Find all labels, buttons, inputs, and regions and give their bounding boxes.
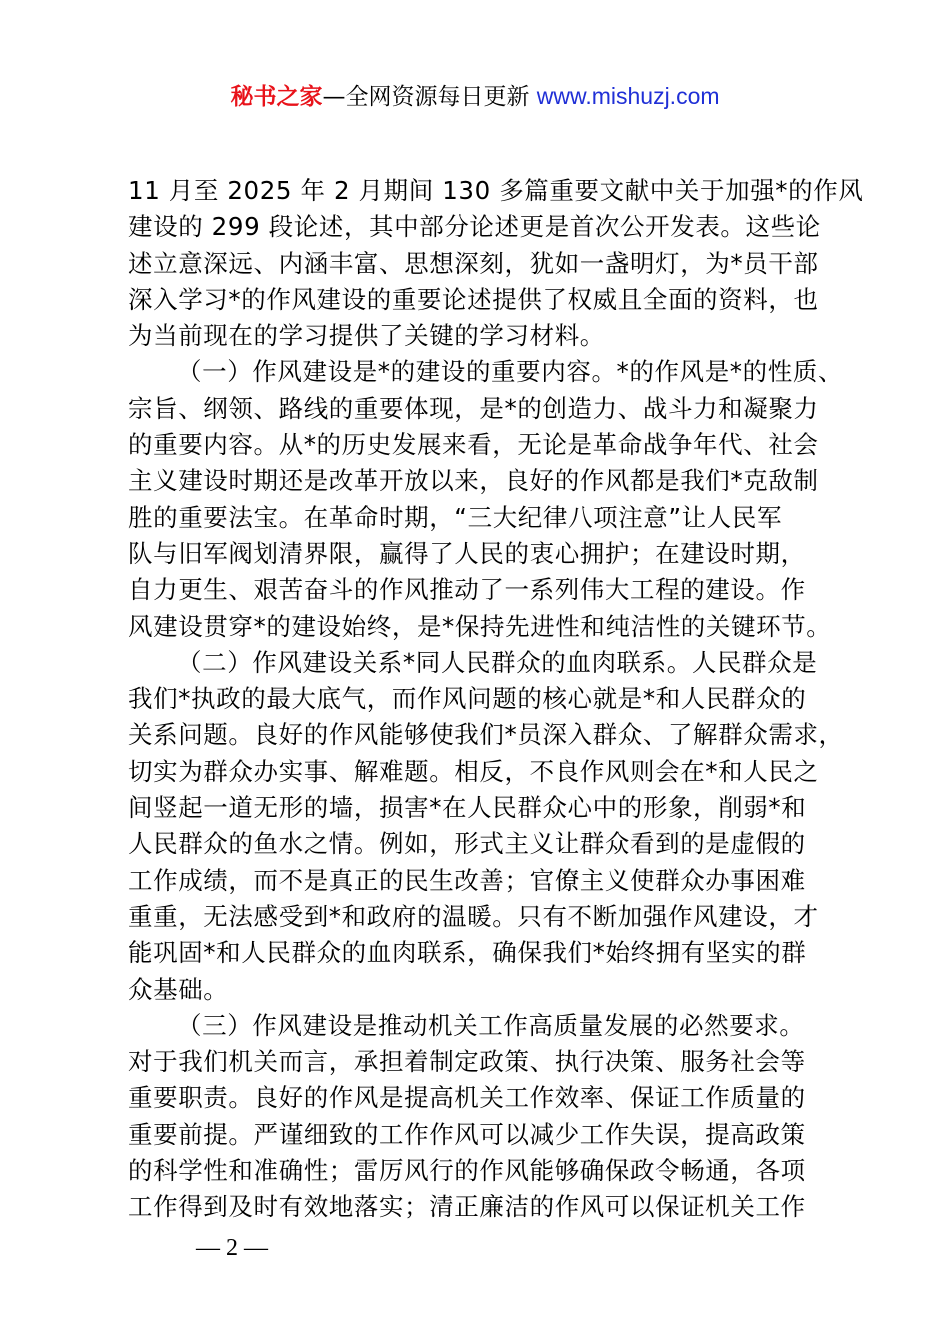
- section-heading-3: （三）作风建设是推动机关工作高质量发展的必然要求。: [177, 1010, 805, 1040]
- text-line: 关系问题。良好的作风能够使我们*员深入群众、了解群众需求，: [128, 720, 844, 750]
- text-line: 为当前现在的学习提供了关键的学习材料。: [128, 321, 605, 351]
- site-brand: 秘书之家: [230, 84, 323, 110]
- text-line: 的重要内容。从*的历史发展来看，无论是革命战争年代、社会: [128, 430, 819, 460]
- text-line: 深入学习*的作风建设的重要论述提供了权威且全面的资料，也: [128, 284, 819, 314]
- text-line: 重要前提。严谨细致的工作作风可以减少工作失误，提高政策: [128, 1119, 806, 1149]
- document-body: [128, 173, 864, 1226]
- site-url-link[interactable]: www.mishuzj.com: [536, 83, 720, 109]
- text-line: 风建设贯穿*的建设始终，是*保持先进性和纯洁性的关键环节。: [128, 611, 832, 641]
- section-heading-1: （一）作风建设是*的建设的重要内容。*的作风是*的性质、: [177, 357, 844, 387]
- text-line: 切实为群众办实事、解难题。相反，不良作风则会在*和人民之: [128, 756, 819, 786]
- site-tagline: —全网资源每日更新: [322, 84, 537, 110]
- text-line: 自力更生、艰苦奋斗的作风推动了一系列伟大工程的建设。作: [128, 575, 806, 605]
- text-line: 主义建设时期还是改革开放以来，良好的作风都是我们*克敌制: [128, 466, 819, 496]
- text-line: 述立意深远、内涵丰富、思想深刻，犹如一盏明灯，为*员干部: [128, 248, 819, 278]
- text-line: 重重，无法感受到*和政府的温暖。只有不断加强作风建设，才: [128, 901, 819, 931]
- text-line: 宗旨、纲领、路线的重要体现，是*的创造力、战斗力和凝聚力: [128, 393, 819, 423]
- text-line: 工作得到及时有效地落实；清正廉洁的作风可以保证机关工作: [128, 1192, 806, 1222]
- text-line: 胜的重要法宝。在革命时期，“三大纪律八项注意”让人民军: [128, 502, 783, 532]
- text-line: 间竖起一道无形的墙，损害*在人民群众心中的形象，削弱*和: [128, 793, 807, 823]
- section-heading-2: （二）作风建设关系*同人民群众的血肉联系。人民群众是: [177, 647, 818, 677]
- text-line: 队与旧军阀划清界限，赢得了人民的衷心拥护；在建设时期，: [128, 538, 806, 568]
- text-line: 建设的 299 段论述，其中部分论述更是首次公开发表。这些论: [128, 212, 821, 242]
- text-line: 我们*执政的最大底气，而作风问题的核心就是*和人民群众的: [128, 684, 807, 714]
- text-line: 的科学性和准确性；雷厉风行的作风能够确保政令畅通，各项: [128, 1156, 806, 1186]
- text-line: 对于我们机关而言，承担着制定政策、执行决策、服务社会等: [128, 1047, 806, 1077]
- site-banner: [0, 80, 950, 113]
- text-line: 重要职责。良好的作风是提高机关工作效率、保证工作质量的: [128, 1083, 806, 1113]
- text-line: 人民群众的鱼水之情。例如，形式主义让群众看到的是虚假的: [128, 829, 806, 859]
- text-line: 11 月至 2025 年 2 月期间 130 多篇重要文献中关于加强*的作风: [128, 176, 864, 205]
- text-line: 众基础。: [128, 974, 229, 1004]
- text-line: 能巩固*和人民群众的血肉联系，确保我们*始终拥有坚实的群: [128, 938, 807, 968]
- text-line: 工作成绩，而不是真正的民生改善；官僚主义使群众办事困难: [128, 865, 806, 895]
- page-number: — 2 —: [196, 1235, 268, 1261]
